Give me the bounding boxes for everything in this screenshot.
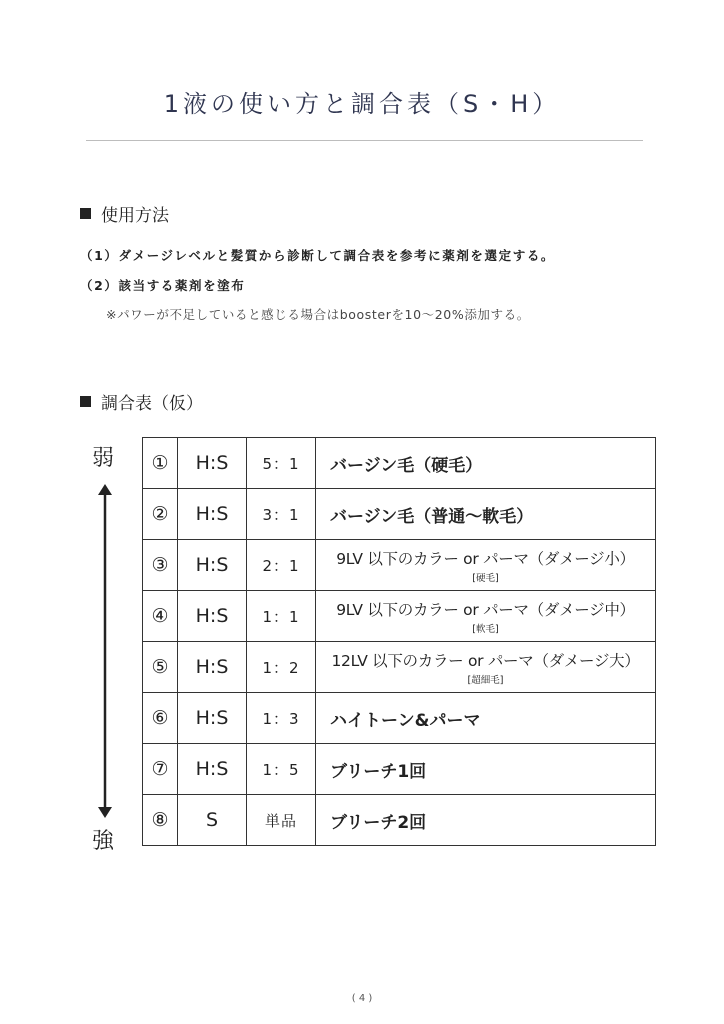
row-type: H:S [178, 591, 247, 642]
page-title: 1液の使い方と調合表（S・H） [163, 90, 561, 118]
row-ratio: 1：2 [247, 642, 316, 693]
row-ratio: 2：1 [247, 540, 316, 591]
table-row [143, 438, 656, 489]
row-ratio: 1：1 [247, 591, 316, 642]
row-description-text: 12LV 以下のカラー or パーマ（ダメージ大） [331, 651, 640, 670]
table-heading-text: 調合表（仮） [101, 394, 203, 414]
row-number: ④ [143, 591, 178, 642]
table-row [143, 744, 656, 795]
row-type: H:S [178, 540, 247, 591]
mix-table [142, 437, 656, 846]
strong-label: 強 [92, 829, 115, 854]
row-description-text: ハイトーン&パーマ [330, 710, 481, 731]
row-ratio: 3：1 [247, 489, 316, 540]
row-hair-type: [硬毛] [472, 572, 499, 584]
usage-note: ※パワーが不足していると感じる場合はboosterを10〜20%添加する。 [106, 307, 530, 322]
table-row [143, 795, 656, 846]
usage-step-2: （2）該当する薬剤を塗布 [80, 278, 246, 293]
row-description [316, 744, 656, 795]
row-number: ⑧ [143, 795, 178, 846]
row-type: H:S [178, 744, 247, 795]
row-ratio: 5：1 [247, 438, 316, 489]
row-ratio: 1：3 [247, 693, 316, 744]
table-row [143, 489, 656, 540]
row-description-text: 9LV 以下のカラー or パーマ（ダメージ中） [336, 600, 635, 619]
row-description-text: ブリーチ1回 [330, 761, 427, 782]
row-number: ② [143, 489, 178, 540]
row-type: H:S [178, 438, 247, 489]
weak-label: 弱 [92, 446, 115, 471]
table-row [143, 591, 656, 642]
row-number: ③ [143, 540, 178, 591]
row-number: ⑤ [143, 642, 178, 693]
table-row [143, 540, 656, 591]
row-description-text: ブリーチ2回 [330, 812, 427, 833]
row-description [316, 540, 656, 591]
row-type: H:S [178, 693, 247, 744]
row-hair-type: [軟毛] [472, 623, 499, 635]
row-number: ⑥ [143, 693, 178, 744]
row-hair-type: [超細毛] [467, 674, 504, 686]
row-description [316, 642, 656, 693]
row-description [316, 438, 656, 489]
table-row [143, 642, 656, 693]
usage-step-1: （1）ダメージレベルと髪質から診断して調合表を参考に薬剤を選定する。 [80, 248, 556, 263]
row-ratio: 単品 [247, 795, 316, 846]
bullet-square-icon [80, 396, 91, 407]
row-description [316, 489, 656, 540]
page-number: ( 4 ) [351, 993, 373, 1004]
usage-heading [80, 201, 169, 226]
row-description [316, 591, 656, 642]
row-type: H:S [178, 489, 247, 540]
bullet-square-icon [80, 208, 91, 219]
row-type: S [178, 795, 247, 846]
table-row [143, 693, 656, 744]
row-number: ① [143, 438, 178, 489]
row-ratio: 1：5 [247, 744, 316, 795]
double-arrow-icon [96, 484, 114, 818]
row-type: H:S [178, 642, 247, 693]
row-description-text: バージン毛（硬毛） [330, 455, 483, 476]
row-description [316, 693, 656, 744]
table-heading [80, 389, 203, 414]
row-description-text: 9LV 以下のカラー or パーマ（ダメージ小） [336, 549, 635, 568]
row-description-text: バージン毛（普通〜軟毛） [330, 506, 534, 527]
title-divider [86, 140, 643, 141]
usage-heading-text: 使用方法 [101, 206, 169, 226]
row-description [316, 795, 656, 846]
row-number: ⑦ [143, 744, 178, 795]
